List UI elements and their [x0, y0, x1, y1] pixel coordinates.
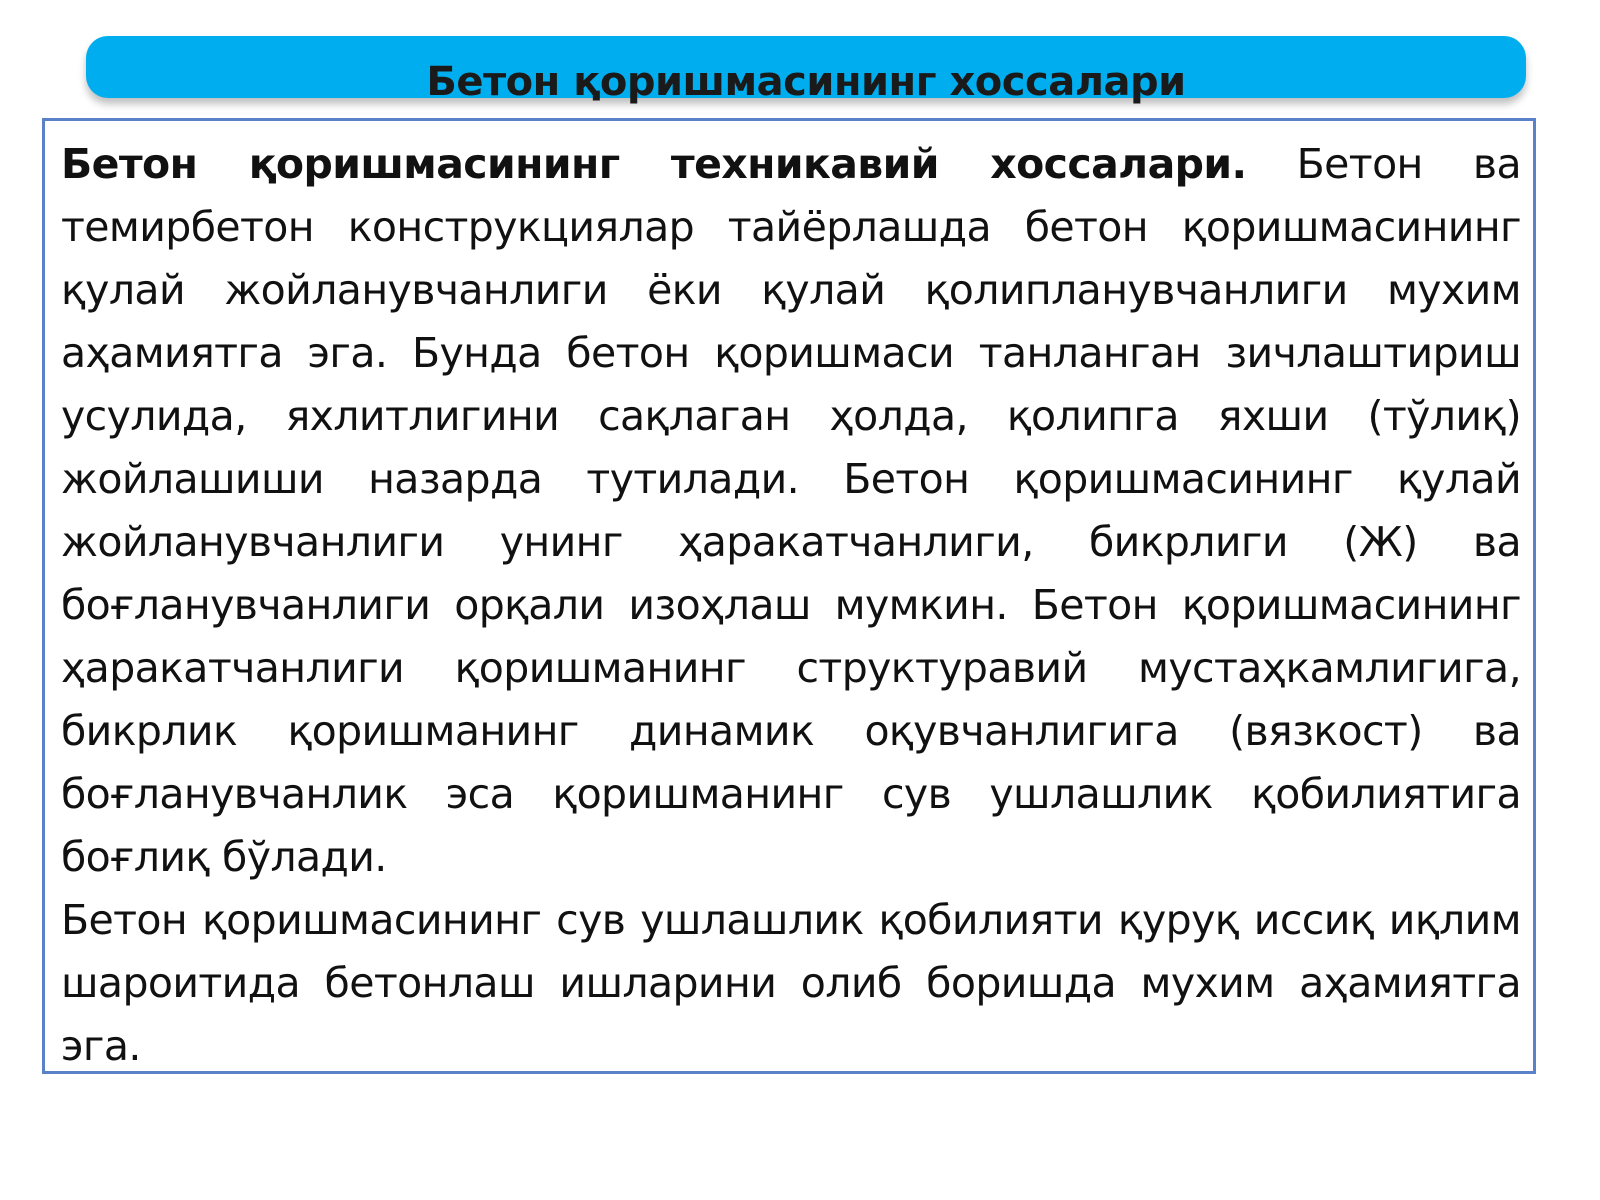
paragraph-2: Бетон қоришмасининг сув ушлашлик қобилияти қуруқ иссиқ иқлим шароитида бетонлаш ишларини олиб боришда мухим аҳамиятга эга.	[61, 896, 1521, 1070]
slide-title: Бетон қоришмасининг хоссалари	[426, 59, 1186, 105]
body-text	[61, 133, 1521, 1078]
content-box	[42, 118, 1536, 1074]
lead-heading: Бетон қоришмасининг техникавий хоссалари.	[61, 140, 1247, 188]
paragraph-1-text: Бетон ва темирбетон конструкциялар тайёрлашда бетон қоришмасининг қулай жойланувчанлиги ёки қулай қолипланувчанлиги мухим аҳамиятга эга. Бунда бетон қоришмаси танланган зичлаштириш усулида, яхлитлигини сақлаган ҳолда, қолипга яхши (тўлиқ) жойлашиши назарда тутилади. Бетон қоришмасининг қулай жойланувчанлиги унинг ҳаракатчанлиги, бикрлиги (Ж) ва боғланувчанлиги орқали изоҳлаш мумкин. Бетон қоришмасининг ҳаракатчанлиги қоришманинг структуравий мустаҳкамлигига, бикрлик қоришманинг динамик оқувчанлигига (вязкост) ва боғланувчанлик эса қоришманинг сув ушлашлик қобилиятига боғлиқ бўлади.	[61, 140, 1521, 881]
paragraph-1	[61, 133, 1521, 889]
